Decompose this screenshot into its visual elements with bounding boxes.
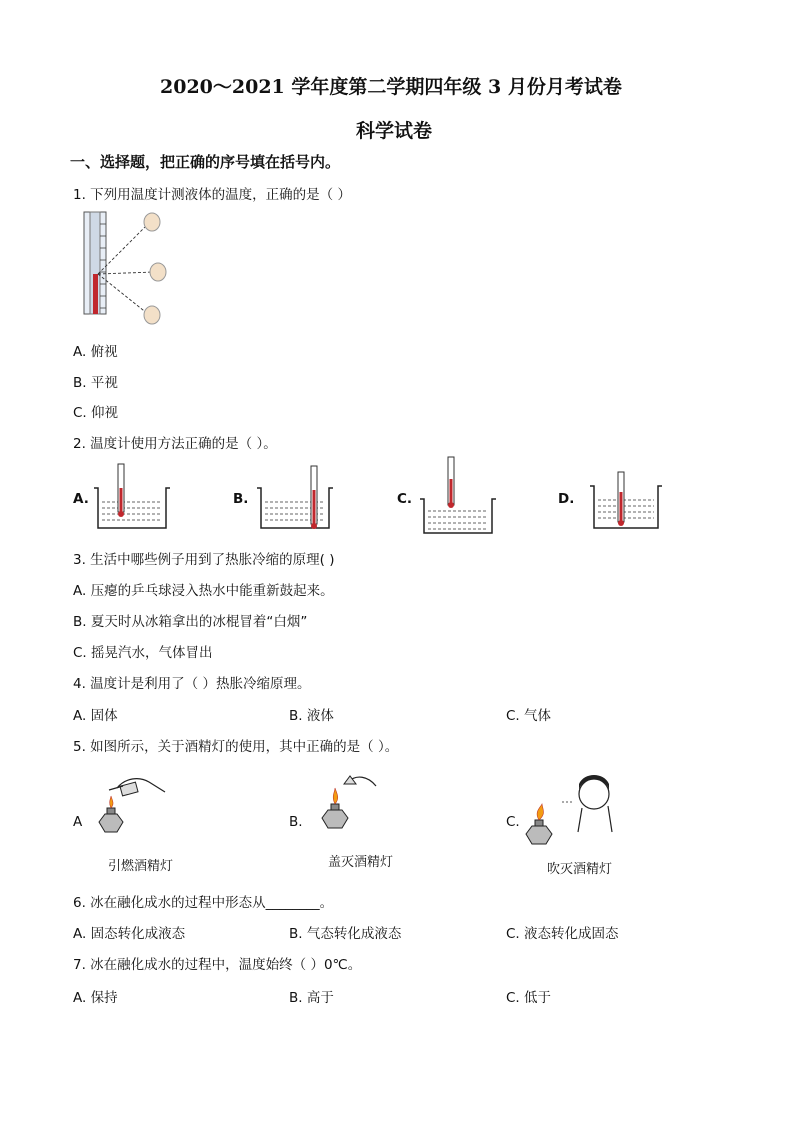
question-1-stem: 1. 下列用温度计测液体的温度，正确的是（ ） (73, 187, 351, 203)
section-heading: 一、选择题，把正确的序号填在括号内。 (70, 153, 341, 171)
q2-label-a[interactable]: A. (73, 491, 89, 507)
q1-option-b[interactable]: B. 平视 (73, 375, 118, 391)
q6-option-c[interactable]: C. 液态转化成固态 (506, 926, 619, 942)
q4-option-c[interactable]: C. 气体 (506, 708, 552, 724)
question-3-stem: 3. 生活中哪些例子用到了热胀冷缩的原理( ) (73, 552, 335, 568)
q5-label-b[interactable]: B. (289, 814, 303, 830)
eye-middle-icon (150, 263, 166, 281)
q5-label-a[interactable]: A (73, 814, 83, 830)
q7-option-c[interactable]: C. 低于 (506, 990, 552, 1006)
beaker-a-figure (92, 462, 172, 532)
question-5-stem: 5. 如图所示，关于酒精灯的使用，其中正确的是（ ）。 (73, 739, 399, 755)
exam-subtitle: 科学试卷 (356, 120, 433, 142)
q6-option-b[interactable]: B. 气态转化成液态 (289, 926, 402, 942)
q7-option-a[interactable]: A. 保持 (73, 990, 118, 1006)
alcohol-lamp-b-figure (318, 770, 388, 835)
q2-label-c[interactable]: C. (397, 491, 413, 507)
q6-option-a[interactable]: A. 固态转化成液态 (73, 926, 186, 942)
beaker-c-figure (418, 455, 498, 535)
question-7-stem: 7. 冰在融化成水的过程中，温度始终（ ）0℃。 (73, 957, 362, 973)
q4-option-b[interactable]: B. 液体 (289, 708, 334, 724)
exam-title: 2020～2021 学年度第二学期四年级 3 月份月考试卷 (160, 76, 622, 98)
question-2-stem: 2. 温度计使用方法正确的是（ ）。 (73, 436, 277, 452)
q3-option-c[interactable]: C. 摇晃汽水，气体冒出 (73, 645, 213, 661)
q4-option-a[interactable]: A. 固体 (73, 708, 118, 724)
beaker-d-figure (588, 470, 668, 532)
eye-bottom-icon (144, 306, 160, 324)
q2-label-d[interactable]: D. (558, 491, 575, 507)
q5-caption-c: 吹灭酒精灯 (547, 862, 613, 877)
alcohol-lamp-a-figure (95, 770, 175, 840)
q5-label-c[interactable]: C. (506, 814, 520, 830)
q2-label-b[interactable]: B. (233, 491, 249, 507)
q5-caption-b: 盖灭酒精灯 (328, 855, 394, 870)
beaker-b-figure (255, 462, 335, 532)
q1-option-a[interactable]: A. 俯视 (73, 344, 118, 360)
q7-option-b[interactable]: B. 高于 (289, 990, 334, 1006)
question-6-stem: 6. 冰在融化成水的过程中形态从________。 (73, 895, 334, 911)
alcohol-lamp-c-figure (522, 772, 617, 852)
q5-caption-a: 引燃酒精灯 (108, 859, 174, 874)
eye-top-icon (144, 213, 160, 231)
thermometer-eye-figure (84, 212, 174, 327)
q3-option-a[interactable]: A. 压瘪的乒乓球浸入热水中能重新鼓起来。 (73, 583, 334, 599)
q3-option-b[interactable]: B. 夏天时从冰箱拿出的冰棍冒着“白烟” (73, 614, 308, 630)
question-4-stem: 4. 温度计是利用了（ ）热胀冷缩原理。 (73, 676, 311, 692)
q1-option-c[interactable]: C. 仰视 (73, 405, 119, 421)
